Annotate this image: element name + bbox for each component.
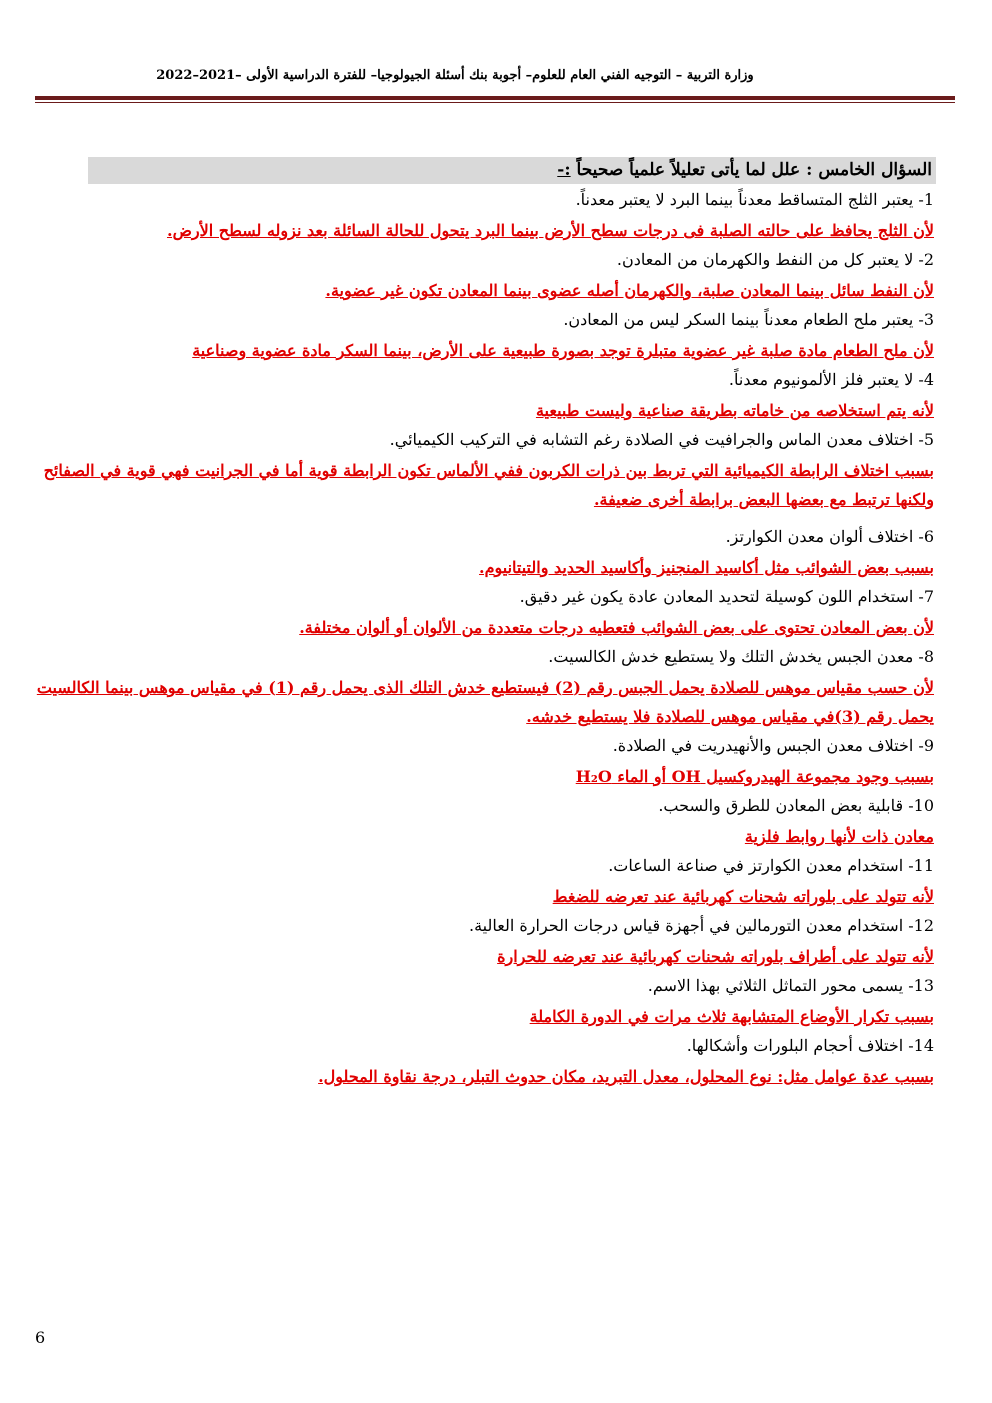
question-3: 3- يعتبر ملح الطعام معدناً بينما السكر ليس من المعادن. (563, 310, 934, 329)
qa-list (35, 187, 934, 1093)
question-2: 2- لا يعتبر كل من النفط والكهرمان من المعادن. (616, 250, 934, 269)
answer-3: لأن ملح الطعام مادة صلبة غير عضوية متبلرة توجد بصورة طبيعية على الأرض، بينما السكر مادة عضوية وصناعية (192, 341, 934, 360)
answer-4: لأنه يتم استخلاصه من خاماته بطريقة صناعية وليست طبيعية (535, 401, 934, 420)
answer-10: معادن ذات لأنها روابط فلزية (744, 827, 934, 846)
question-9: 9- اختلاف معدن الجبس والأنهيدريت في الصلادة. (612, 736, 934, 755)
answer-13: بسبب تكرار الأوضاع المتشابهة ثلاث مرات في الدورة الكاملة (529, 1007, 934, 1026)
question-6: 6- اختلاف ألوان معدن الكوارتز. (725, 527, 934, 546)
question-12: 12- استخدام معدن التورمالين في أجهزة قياس درجات الحرارة العالية. (469, 916, 934, 935)
page-number: 6 (35, 1328, 46, 1347)
answer-11: لأنه تتولد على بلوراته شحنات كهربائية عند تعرضه للضغط (552, 887, 934, 906)
answer-2: لأن النفط سائل بينما المعادن صلبة، والكهرمان أصله عضوى بينما المعادن تكون غير عضوية. (325, 281, 934, 300)
header-rule-thick (35, 96, 955, 100)
question-11: 11- استخدام معدن الكوارتز في صناعة الساعات. (608, 856, 934, 875)
question-14: 14- اختلاف أحجام البلورات وأشكالها. (686, 1036, 934, 1055)
question-13: 13- يسمى محور التماثل الثلاثي بهذا الاسم. (647, 976, 934, 995)
answer-14: بسبب عدة عوامل مثل: نوع المحلول، معدل التبريد، مكان حدوث التبلر، درجة نقاوة المحلول. (318, 1067, 934, 1086)
section-title (88, 157, 936, 184)
page-header: وزارة التربية – التوجيه الفني العام للعلوم– أجوبة بنك أسئلة الجيولوجيا– للفترة الدراسية الأولى –2021–2022 (156, 68, 754, 83)
answer-8: لأن حسب مقياس موهس للصلادة يحمل الجبس رقم (2) فيستطيع خدش التلك الذى يحمل رقم (1) في مقياس موهس بينما الكالسيت يحمل رقم (3)في مقياس موهس للصلادة فلا يستطيع خدشه. (36, 678, 934, 726)
answer-1: لأن الثلج يحافظ على حالته الصلبة فى درجات سطح الأرض بينما البرد يتحول للحالة السائلة بعد نزوله لسطح الأرض. (167, 221, 934, 240)
question-8: 8- معدن الجبس يخدش التلك ولا يستطيع خدش الكالسيت. (548, 647, 934, 666)
question-10: 10- قابلية بعض المعادن للطرق والسحب. (658, 796, 934, 815)
answer-6: بسبب بعض الشوائب مثل أكاسيد المنجنيز وأكاسيد الحديد والتيتانيوم. (479, 558, 934, 577)
question-7: 7- استخدام اللون كوسيلة لتحديد المعادن عادة يكون غير دقيق. (519, 587, 934, 606)
answer-5: بسبب اختلاف الرابطة الكيميائية التي تربط بين ذرات الكربون ففي الألماس تكون الرابطة قوية أما في الجرانيت فهي قوية في الصفائح ولكنها ترتبط مع بعضها البعض برابطة أخرى ضعيفة. (43, 461, 934, 509)
question-1: 1- يعتبر الثلج المتساقط معدناً بينما البرد لا يعتبر معدناً. (575, 190, 934, 209)
answer-12: لأنه تتولد على أطراف بلوراته شحنات كهربائية عند تعرضه للحرارة (497, 947, 934, 966)
section-title-text: السؤال الخامس : علل لما يأتى تعليلاً علمياً صحيحاً (576, 160, 932, 180)
answer-7: لأن بعض المعادن تحتوى على بعض الشوائب فتعطيه درجات متعددة من الألوان أو ألوان مختلفة. (299, 618, 934, 637)
section-title-suffix: :- (557, 160, 571, 180)
header-rule-thin (35, 102, 955, 103)
question-5: 5- اختلاف معدن الماس والجرافيت في الصلادة رغم التشابه في التركيب الكيميائي. (389, 430, 934, 449)
question-4: 4- لا يعتبر فلز الألمونيوم معدناً. (728, 370, 934, 389)
answer-9: بسبب وجود مجموعة الهيدروكسيل OH أو الماء H₂O (575, 767, 934, 786)
